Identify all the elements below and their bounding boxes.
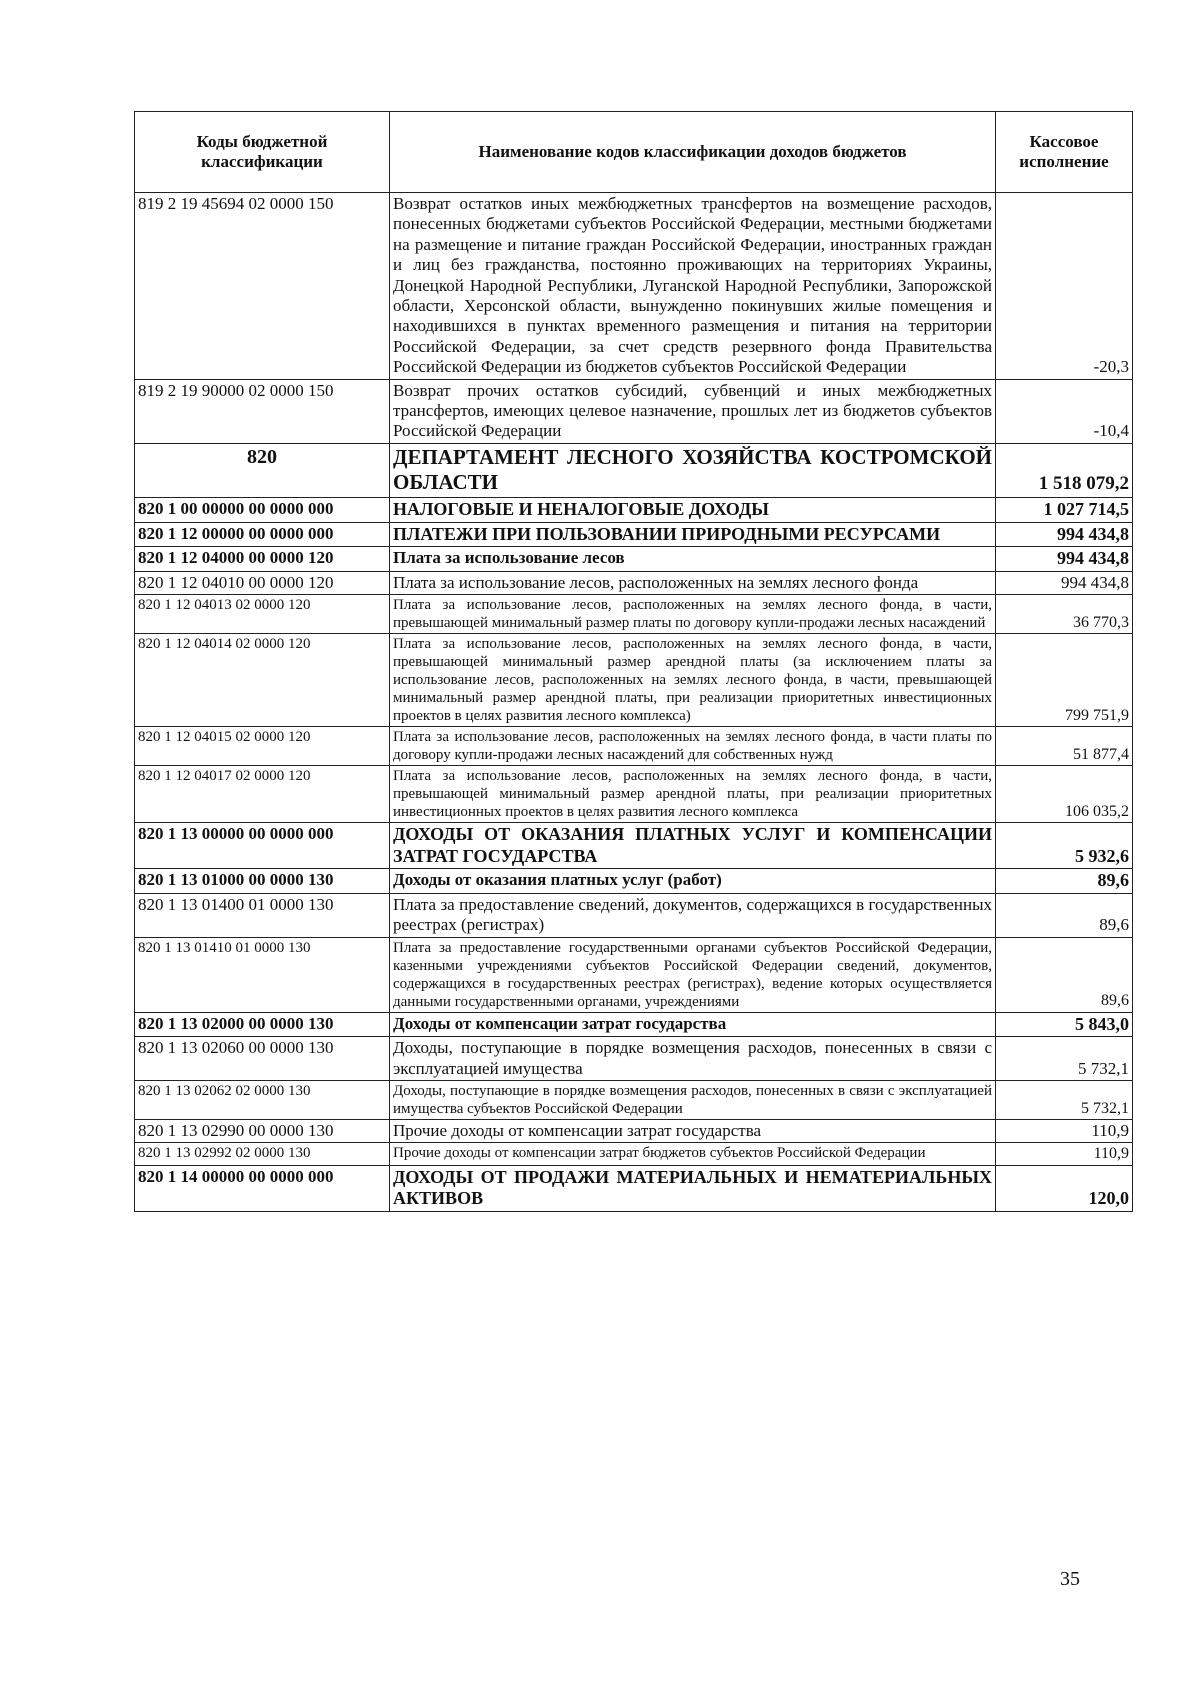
row-name: Плата за использование лесов, расположенных на землях лесного фонда, в части, превышающей минимальный размер платы по договору купли-продажи лесных насаждений [390,595,996,634]
row-amount: 5 843,0 [996,1012,1133,1037]
row-amount: 110,9 [996,1143,1133,1165]
row-name: Доходы, поступающие в порядке возмещения расходов, понесенных в связи с эксплуатацией имущества субъектов Российской Федерации [390,1081,996,1120]
row-amount: 89,6 [996,869,1133,894]
table-row [135,193,1133,380]
row-name: Плата за использование лесов, расположенных на землях лесного фонда [390,571,996,594]
row-name: Доходы от компенсации затрат государства [390,1012,996,1037]
row-amount: 89,6 [996,893,1133,937]
row-code: 820 [135,443,390,497]
row-code: 819 2 19 45694 02 0000 150 [135,193,390,380]
table-row [135,1120,1133,1143]
table-row [135,727,1133,766]
row-name: Прочие доходы от компенсации затрат государства [390,1120,996,1143]
row-name: НАЛОГОВЫЕ И НЕНАЛОГОВЫЕ ДОХОДЫ [390,497,996,522]
row-code: 820 1 12 04000 00 0000 120 [135,547,390,572]
table-row-subsection [135,1012,1133,1037]
row-name: Плата за предоставление государственными органами субъектов Российской Федерации, казенными учреждениями субъектов Российской Федерации сведений, документов, содержащихся в государственных реестрах (регистрах), ведение которых осуществляется данными государственными органами, учреждениями [390,937,996,1012]
row-code: 820 1 13 02000 00 0000 130 [135,1012,390,1037]
row-name: Доходы от оказания платных услуг (работ) [390,869,996,894]
table-row [135,1081,1133,1120]
table-row-subsection [135,869,1133,894]
row-code: 820 1 12 04015 02 0000 120 [135,727,390,766]
row-code: 819 2 19 90000 02 0000 150 [135,379,390,443]
row-amount: 5 732,1 [996,1081,1133,1120]
row-amount: 36 770,3 [996,595,1133,634]
header-amount: Кассовое исполнение [996,112,1133,193]
row-name: Плата за использование лесов, расположенных на землях лесного фонда, в части, превышающей минимальный размер арендной платы (за исключением платы за использование лесов, расположенных на землях лесного фонда, в части, превышающей минимальный размер арендной платы, при реализации приоритетных инвестиционных проектов в целях развития лесного комплекса) [390,634,996,727]
row-amount: 994 434,8 [996,547,1133,572]
table-row [135,634,1133,727]
table-row [135,766,1133,823]
table-row-section [135,497,1133,522]
row-amount: -10,4 [996,379,1133,443]
row-name: ПЛАТЕЖИ ПРИ ПОЛЬЗОВАНИИ ПРИРОДНЫМИ РЕСУРСАМИ [390,522,996,547]
table-row-section [135,522,1133,547]
row-name: Прочие доходы от компенсации затрат бюджетов субъектов Российской Федерации [390,1143,996,1165]
table-header-row [135,112,1133,193]
row-code: 820 1 12 00000 00 0000 000 [135,522,390,547]
table-row-department [135,443,1133,497]
table-row-section [135,823,1133,869]
table-row [135,937,1133,1012]
row-name: ДОХОДЫ ОТ ПРОДАЖИ МАТЕРИАЛЬНЫХ И НЕМАТЕРИАЛЬНЫХ АКТИВОВ [390,1165,996,1211]
row-amount: 1 518 079,2 [996,443,1133,497]
table-row-subsection [135,547,1133,572]
row-name: Плата за использование лесов, расположенных на землях лесного фонда, в части, превышающей минимальный размер арендной платы, при реализации приоритетных инвестиционных проектов в целях развития лесного комплекса [390,766,996,823]
row-name: ДОХОДЫ ОТ ОКАЗАНИЯ ПЛАТНЫХ УСЛУГ И КОМПЕНСАЦИИ ЗАТРАТ ГОСУДАРСТВА [390,823,996,869]
row-amount: 1 027 714,5 [996,497,1133,522]
row-amount: 51 877,4 [996,727,1133,766]
row-name: Возврат прочих остатков субсидий, субвенций и иных межбюджетных трансфертов, имеющих целевое назначение, прошлых лет из бюджетов субъектов Российской Федерации [390,379,996,443]
row-code: 820 1 12 04013 02 0000 120 [135,595,390,634]
row-code: 820 1 13 02062 02 0000 130 [135,1081,390,1120]
table-row [135,595,1133,634]
row-amount: 110,9 [996,1120,1133,1143]
row-name: Доходы, поступающие в порядке возмещения расходов, понесенных в связи с эксплуатацией имущества [390,1037,996,1081]
row-code: 820 1 13 01000 00 0000 130 [135,869,390,894]
row-code: 820 1 13 01400 01 0000 130 [135,893,390,937]
row-code: 820 1 13 01410 01 0000 130 [135,937,390,1012]
row-amount: 106 035,2 [996,766,1133,823]
table-row [135,1143,1133,1165]
row-code: 820 1 12 04010 00 0000 120 [135,571,390,594]
row-name: ДЕПАРТАМЕНТ ЛЕСНОГО ХОЗЯЙСТВА КОСТРОМСКОЙ ОБЛАСТИ [390,443,996,497]
row-code: 820 1 12 04014 02 0000 120 [135,634,390,727]
row-amount: 5 932,6 [996,823,1133,869]
row-amount: 994 434,8 [996,571,1133,594]
row-code: 820 1 14 00000 00 0000 000 [135,1165,390,1211]
page-number: 35 [1060,1568,1080,1590]
table-row [135,1037,1133,1081]
row-amount: 120,0 [996,1165,1133,1211]
table-row [135,893,1133,937]
row-amount: 799 751,9 [996,634,1133,727]
header-name: Наименование кодов классификации доходов бюджетов [390,112,996,193]
row-amount: 89,6 [996,937,1133,1012]
row-code: 820 1 13 02992 02 0000 130 [135,1143,390,1165]
row-amount: 5 732,1 [996,1037,1133,1081]
row-amount: 994 434,8 [996,522,1133,547]
table-row-section [135,1165,1133,1211]
row-name: Плата за предоставление сведений, документов, содержащихся в государственных реестрах (регистрах) [390,893,996,937]
row-amount: -20,3 [996,193,1133,380]
table-row [135,379,1133,443]
row-code: 820 1 13 00000 00 0000 000 [135,823,390,869]
row-name: Плата за использование лесов [390,547,996,572]
row-code: 820 1 13 02990 00 0000 130 [135,1120,390,1143]
row-name: Возврат остатков иных межбюджетных трансфертов на возмещение расходов, понесенных бюджетами субъектов Российской Федерации, местными бюджетами на размещение и питание граждан Российской Федерации, иностранных граждан и лиц без гражданства, постоянно проживающих на территориях Украины, Донецкой Народной Республики, Луганской Народной Республики, Запорожской области, Херсонской области, вынужденно покинувших жилые помещения и находившихся в пунктах временного размещения и питания на территории Российской Федерации, за счет средств резервного фонда Правительства Российской Федерации из бюджетов субъектов Российской Федерации [390,193,996,380]
budget-revenue-table [134,111,1133,1212]
row-code: 820 1 00 00000 00 0000 000 [135,497,390,522]
row-code: 820 1 13 02060 00 0000 130 [135,1037,390,1081]
header-code: Коды бюджетной классификации [135,112,390,193]
row-name: Плата за использование лесов, расположенных на землях лесного фонда, в части платы по договору купли-продажи лесных насаждений для собственных нужд [390,727,996,766]
row-code: 820 1 12 04017 02 0000 120 [135,766,390,823]
table-row [135,571,1133,594]
